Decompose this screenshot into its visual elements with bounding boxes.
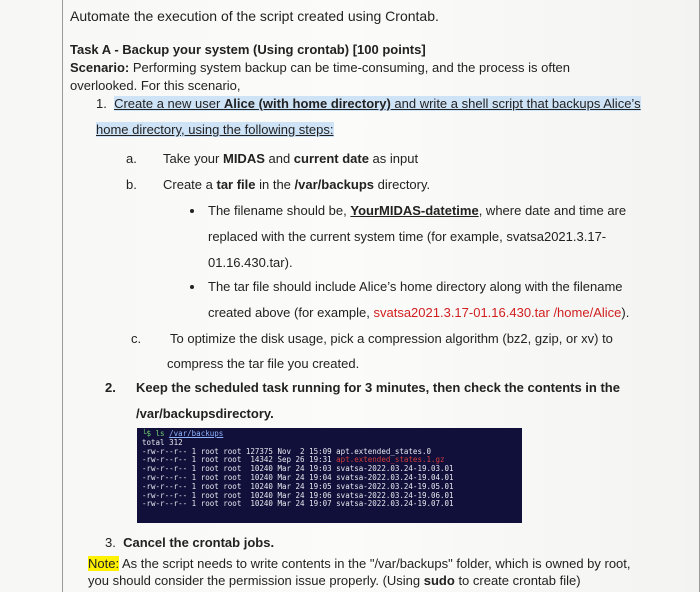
terminal-screenshot bbox=[137, 428, 522, 523]
task-heading: Task A - Backup your system (Using crontab) [100 points] bbox=[70, 42, 426, 57]
terminal-row-filename: apt.extended_states.1.gz bbox=[336, 455, 445, 465]
bullet-2-line-1: The tar file should include Alice’s home directory along with the filename bbox=[208, 279, 623, 294]
terminal-row-filename: svatsa-2022.03.24-19.04.01 bbox=[336, 472, 454, 482]
sub-c-line-2: compress the tar file you created. bbox=[167, 356, 360, 371]
item-1-line-2: home directory, using the following steps: bbox=[96, 122, 334, 137]
bullet-2-line-2: created above (for example, svatsa2021.3.17-01.16.430.tar /home/Alice). bbox=[208, 305, 630, 320]
terminal-row-meta: -rw-r--r-- 1 root root 10240 Mar 24 19:04 bbox=[142, 472, 337, 482]
terminal-total: total 312 bbox=[142, 437, 183, 447]
terminal-row-filename: apt.extended_states.0 bbox=[336, 446, 431, 456]
terminal-row-meta: -rw-r--r-- 1 root root 14342 Sep 26 19:31 bbox=[142, 455, 337, 465]
terminal-command: └$ ls /var/backups bbox=[142, 429, 224, 438]
sub-b-text: Create a tar file in the /var/backups directory. bbox=[163, 177, 431, 192]
sub-b-letter: b. bbox=[126, 177, 137, 192]
scenario-line-1: Scenario: Performing system backup can be time-consuming, and the process is often bbox=[70, 60, 571, 75]
page-title: Automate the execution of the script created using Crontab. bbox=[70, 8, 439, 24]
note-line-2: you should consider the permission issue properly. (Using sudo to create crontab file) bbox=[88, 573, 581, 588]
terminal-row-meta: -rw-r--r-- 1 root root 127375 Nov 2 15:09 bbox=[142, 446, 337, 456]
terminal-row-meta: -rw-r--r-- 1 root root 10240 Mar 24 19:05 bbox=[142, 481, 337, 491]
note-line-1: Note: As the script needs to write contents in the "/var/backups" folder, which is owned by root, bbox=[88, 556, 631, 571]
item-1-line-1: 1. Create a new user Alice (with home directory) and write a shell script that backups Alice’s bbox=[96, 96, 641, 111]
item-2-line-2: /var/backupsdirectory. bbox=[136, 406, 274, 421]
terminal-row-meta: -rw-r--r-- 1 root root 10240 Mar 24 19:06 bbox=[142, 490, 337, 500]
item-2-line-1: Keep the scheduled task running for 3 minutes, then check the contents in the bbox=[136, 380, 620, 395]
terminal-row bbox=[142, 500, 517, 509]
terminal-row-filename: svatsa-2022.03.24-19.03.01 bbox=[336, 464, 454, 474]
item-2-number: 2. bbox=[105, 380, 116, 395]
bullet-1-line-1: The filename should be, YourMIDAS-datetime, where date and time are bbox=[208, 203, 627, 218]
terminal-row-meta: -rw-r--r-- 1 root root 10240 Mar 24 19:03 bbox=[142, 464, 337, 474]
bullet-2-dot bbox=[190, 285, 194, 289]
bullet-1-line-2: replaced with the current system time (for example, svatsa2021.3.17- bbox=[208, 229, 607, 244]
bullet-1-dot bbox=[190, 209, 194, 213]
terminal-row-filename: svatsa-2022.03.24-19.07.01 bbox=[336, 499, 454, 509]
terminal-row-filename: svatsa-2022.03.24-19.06.01 bbox=[336, 490, 454, 500]
terminal-rows bbox=[142, 448, 517, 510]
scenario-line-2: overlooked. For this scenario, bbox=[70, 78, 241, 93]
terminal-row-meta: -rw-r--r-- 1 root root 10240 Mar 24 19:07 bbox=[142, 499, 337, 509]
sub-c-letter: c. bbox=[131, 331, 142, 346]
item-3-line: 3. Cancel the crontab jobs. bbox=[105, 535, 275, 550]
sub-a-text: Take your MIDAS and current date as input bbox=[163, 151, 419, 166]
sub-a-letter: a. bbox=[126, 151, 137, 166]
bullet-1-line-3: 01.16.430.tar). bbox=[208, 255, 293, 270]
sub-c-line-1: To optimize the disk usage, pick a compression algorithm (bz2, gzip, or xv) to bbox=[170, 331, 613, 346]
terminal-row-filename: svatsa-2022.03.24-19.05.01 bbox=[336, 481, 454, 491]
